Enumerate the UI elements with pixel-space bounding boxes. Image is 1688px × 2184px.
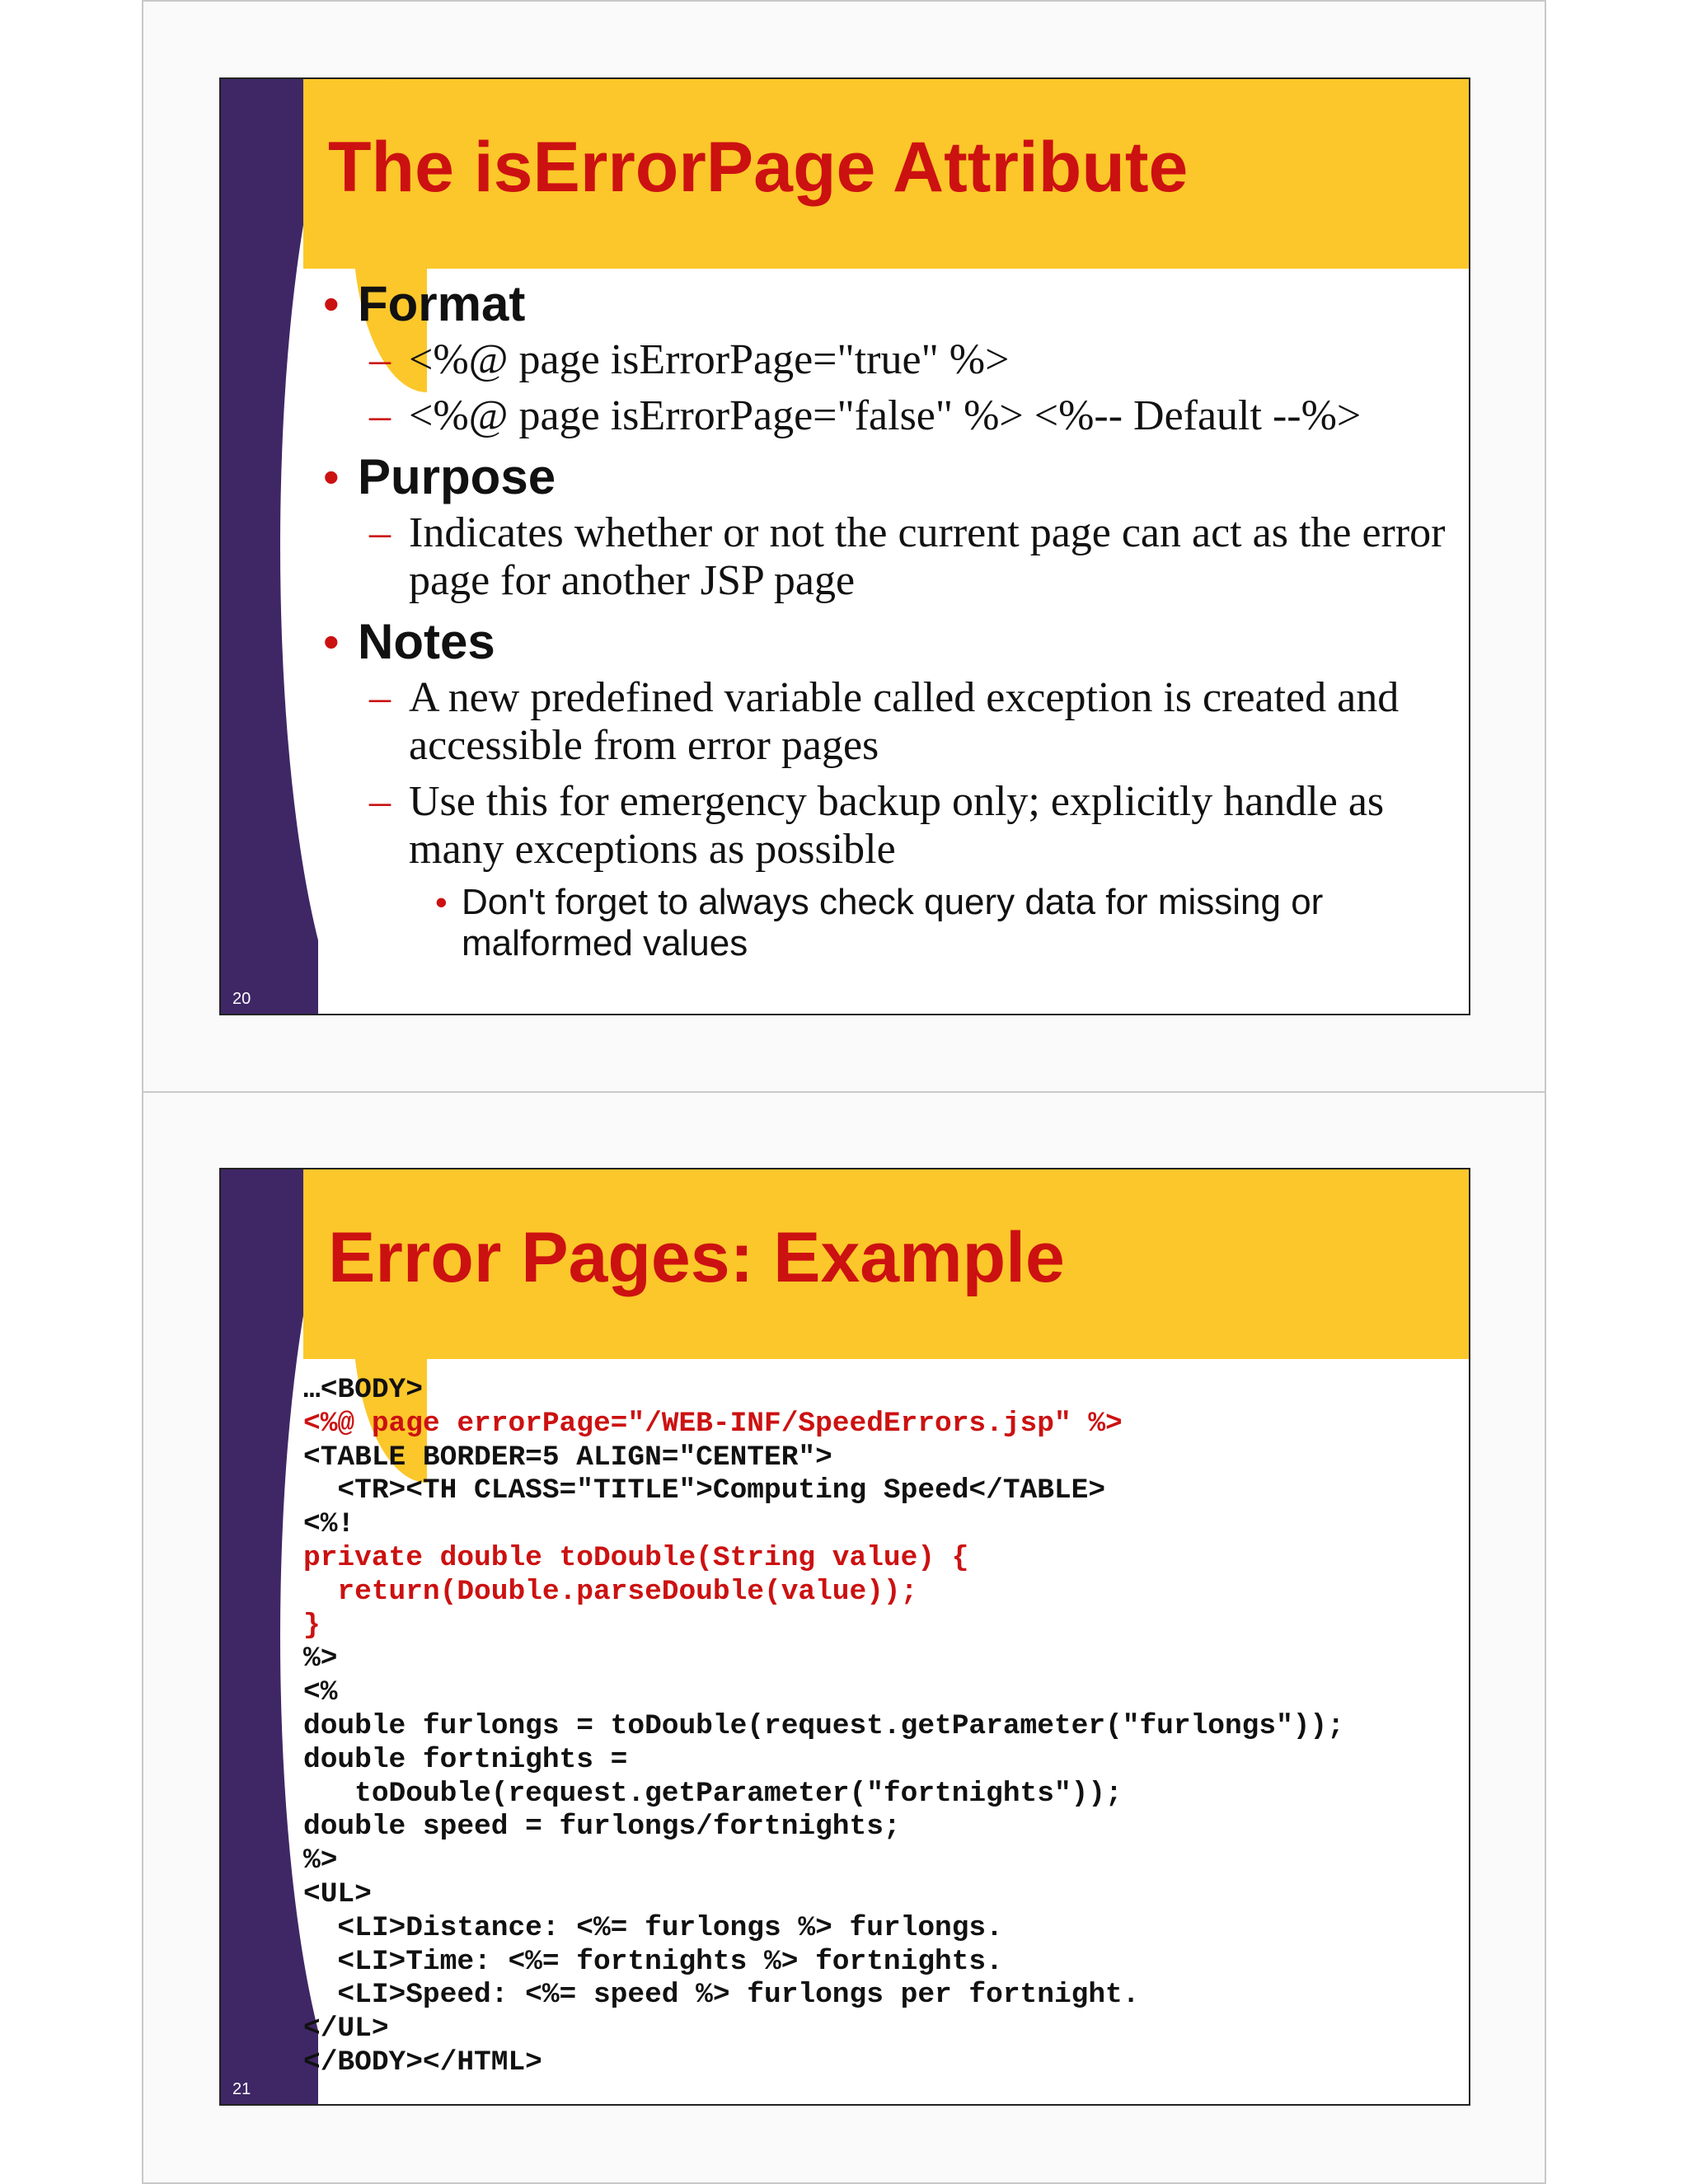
code-line: <UL> [303,1877,372,1910]
sub-bullet-text: Indicates whether or not the current page can act as the error page for another JSP page [409,509,1446,604]
sub-bullet [303,392,1452,440]
slide-number: 21 [232,2080,251,2098]
slide-title: Error Pages: Example [328,1218,1065,1297]
code-line: return(Double.parseDouble(value)); [303,1575,918,1608]
code-line: <LI>Speed: <%= speed %> furlongs per fortnight. [303,1979,1140,2012]
code-line: <% [303,1676,338,1709]
bullet-heading: Format [358,276,526,331]
sub-sub-bullet-text: Don't forget to always check query data for missing or malformed values [462,882,1324,963]
dash-marker: – [369,392,391,439]
bullet-dot: • [323,278,340,330]
code-line: %> [303,1643,338,1675]
bullet-dot: • [323,451,340,503]
slide-20 [219,77,1470,1015]
code-line: %> [303,1844,338,1877]
code-block [303,1374,1461,2080]
code-line: double fortnights = [303,1743,628,1776]
sub-bullet-text: A new predefined variable called exception is created and accessible from error pages [409,674,1400,769]
bullet-format [303,277,1452,331]
bullet-heading: Notes [358,614,495,669]
code-line: </UL> [303,2013,389,2046]
code-line: …<BODY> [303,1374,423,1406]
sub-bullet [303,336,1452,384]
code-line: <%! [303,1508,355,1541]
code-line: <LI>Distance: <%= furlongs %> furlongs. [303,1911,1003,1944]
code-line: <TR><TH CLASS="TITLE">Computing Speed</TABLE> [303,1474,1106,1507]
sub-bullet [303,509,1452,605]
dash-marker: – [369,674,391,721]
code-line: double speed = furlongs/fortnights; [303,1811,901,1844]
code-line: toDouble(request.getParameter("fortnights")); [303,1777,1123,1810]
dash-marker: – [369,778,391,825]
sub-sub-bullet [303,882,1452,964]
bullet-purpose [303,450,1452,504]
slide-content [303,277,1452,964]
sub-bullet [303,778,1452,874]
code-line: double furlongs = toDouble(request.getParameter("furlongs")); [303,1709,1344,1742]
slide-21 [219,1168,1470,2106]
slide-number: 20 [232,990,251,1008]
code-line: <LI>Time: <%= fortnights %> fortnights. [303,1945,1003,1978]
code-line: </BODY></HTML> [303,2046,542,2079]
code-line: <TABLE BORDER=5 ALIGN="CENTER"> [303,1441,832,1474]
sub-bullet-text: <%@ page isErrorPage="false" %> <%-- Default --%> [409,392,1362,439]
code-line: } [303,1609,321,1642]
bullet-heading: Purpose [358,449,556,504]
code-line: private double toDouble(String value) { [303,1541,969,1574]
dash-marker: – [369,336,391,383]
bullet-dot: • [323,616,340,668]
dash-marker: – [369,509,391,556]
sub-bullet [303,674,1452,770]
sub-bullet-text: Use this for emergency backup only; explicitly handle as many exceptions as possible [409,778,1385,873]
code-line: <%@ page errorPage="/WEB-INF/SpeedErrors.jsp" %> [303,1407,1123,1440]
sub-bullet-text: <%@ page isErrorPage="true" %> [409,336,1010,383]
bullet-notes [303,615,1452,669]
slide-title: The isErrorPage Attribute [328,128,1189,207]
bullet-dot: • [435,883,448,921]
